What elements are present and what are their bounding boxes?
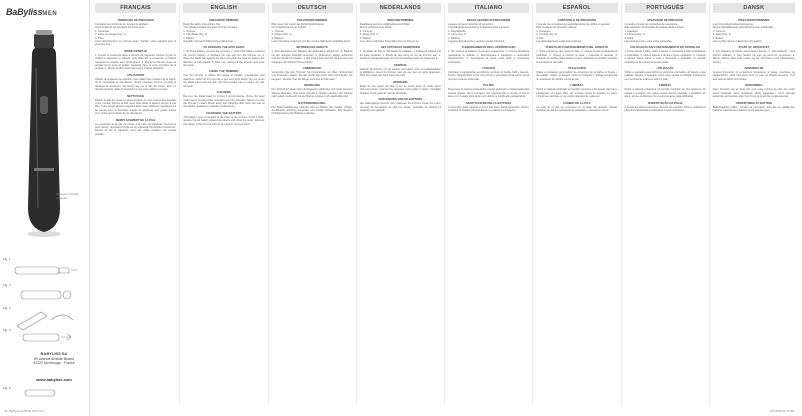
language-header: DANSK bbox=[713, 3, 795, 13]
list-item: 3. Batteri bbox=[712, 36, 724, 40]
figure-label: Fig. 2 bbox=[3, 283, 11, 287]
section-heading: REINIGUNG bbox=[304, 83, 321, 88]
list-item: 1. Cortapelo bbox=[536, 29, 551, 33]
section-heading: CHANGING THE BATTERY bbox=[206, 110, 242, 115]
section-heading: REMPLACEMENT DE LA PILE bbox=[115, 117, 156, 122]
section-heading: MODE D’EMPLOI bbox=[124, 48, 147, 53]
paragraph: Bitte lesen Sie zuerst die Sicherheitshinweise. bbox=[271, 23, 325, 26]
column-da bbox=[710, 3, 798, 405]
paragraph: Verwenden Sie den Trimmer zum Konturieren von Bart, Schnurrbart und Koteletten. Halten Sie das Gerät wie einen Stift und arbeiten Sie langsam. Drücken Sie die Klinge nicht fest auf die Haut. bbox=[271, 71, 353, 81]
paragraph: Consulte primeiro as instruções de segurança. bbox=[624, 23, 678, 26]
print-file-info: V1_Babyliss-E2B2E_06.indd 1 bbox=[4, 409, 45, 413]
paragraph: 1. Para colocar a pilha, retire a tampa. 2. Introduza a pilha respeitando a polaridade. 3. Volte a colocar a tampa e ligue o aparelho. 4. Coloque a lâmina plana sobre a pele e desloque o aparador no sentido contrário ao do crescimento dos pelos. bbox=[624, 50, 706, 64]
section-heading: HET APPARAAT GEBRUIKEN bbox=[380, 45, 420, 50]
paragraph: Este aparador de precisão de cabeça dupla contém: bbox=[624, 26, 685, 30]
paragraph: 1. Per inserire la batteria, rimuovere il cappuccio. 2. Inserire la batteria rispettando la polarità. 3. Riposizionare il cappuccio e accendere l’apparecchio. 4. Appoggiare la lama sulla pelle e procedere contropelo. bbox=[448, 50, 530, 64]
paragraph: Anvend trimmeren til at definere konturerne af skæg, overskæg og bakkenbarter. Hold trimmeren som en pen og arbejd langsomt. Tryk ikke skæret hårdt mod huden. bbox=[712, 71, 795, 81]
paragraph: Fjern hovedet ved at dreje det mod urets retning og skyl det under varmt rindende vand. Nedsænk aldrig apparatet i vand. Rengør skærene med børsten efter hver brug og smør dem regelmæssigt. bbox=[712, 88, 795, 99]
paragraph: This double-headed precision trimmer contains: bbox=[183, 26, 238, 30]
list-item: 1. Trimmer bbox=[271, 29, 284, 33]
paragraph: Read the safety instructions first. bbox=[183, 23, 221, 26]
paragraph: Leggere attentamente e seguire queste istruzioni. bbox=[448, 40, 505, 44]
paragraph: Lisez attentivement ce manuel avant d’utiliser votre appareil pour la première fois. bbox=[95, 40, 177, 47]
trimmer-blade bbox=[36, 30, 52, 35]
paragraph: Leia atentamente e siga estas instruções. bbox=[624, 40, 673, 44]
paragraph: Deze precisietrimmer bevat: bbox=[359, 26, 393, 30]
section-heading: BATTERIEWECHSEL bbox=[298, 100, 326, 105]
language-columns bbox=[92, 3, 798, 405]
paragraph: Consulte las consignas de seguridad antes de utilizar el aparato. bbox=[536, 23, 611, 26]
paragraph: Retire a cabeça rodando-a no sentido contrário ao dos ponteiros do relógio e enxagúe com água morna. Nunca mergulhe o aparelho em água. Limpe as lâminas com a escova após cada utilização. bbox=[624, 88, 706, 99]
brand-suffix: MEN bbox=[42, 11, 58, 17]
list-item: 2. Klinge (Abb. 1) bbox=[271, 33, 292, 37]
list-item: 1. Aparador bbox=[624, 29, 638, 33]
paragraph: 1. To fit the battery, remove the end cap. 2. Insert the battery ensuring the correct polarity. 3. Replace the cap and turn the trimmer on. 4. Place the blade flat against the skin and guide the trimmer against the direction of hair growth. 5. After use, switch off the trimmer and rinse the head. bbox=[183, 50, 265, 68]
paragraph: Lesen Sie diese Anleitung vor dem ersten Gebrauch sorgfältig durch. bbox=[271, 40, 351, 44]
section-heading: CAMBIO DE LA PILA bbox=[563, 100, 591, 105]
section-title: CORTAPELO DE PRECISIÓN bbox=[557, 18, 596, 22]
paragraph: Le couvercle de la pile se trouve à la base de l’appareil. Tournez-le pour l’ouvrir, remplacez la pile AA en respectant la polarité et refermez. Retirez la pile si l’appareil n’est pas utilisé pendant une longue période. bbox=[95, 122, 177, 136]
paragraph: La tapa de la pila se encuentra en la base del aparato. Ábrala, sustituya la pila AA respetando la polaridad y ciérrela de nuevo. bbox=[536, 105, 618, 112]
language-header: ESPAÑOL bbox=[536, 3, 617, 13]
paragraph: 1. Verwijder de dop om de batterij te plaatsen. 2. Plaats de batterij met de juiste polariteit. 3. Plaats de dop terug en zet de trimmer aan. 4. Houd het mesje plat tegen de huid en beweeg tegen de haargroei in. bbox=[359, 50, 441, 61]
list-item: 1. Trimmer bbox=[359, 29, 373, 33]
trimmer-head bbox=[34, 34, 54, 48]
section-heading: SOSTITUZIONE DELLA BATTERIA bbox=[465, 100, 512, 105]
section-title: REGOLABARBA DI PRECISIONE bbox=[466, 18, 511, 22]
paragraph: Este cortapelo de precisión incluye: bbox=[536, 26, 578, 30]
language-header: DEUTSCH bbox=[272, 3, 353, 13]
section-title: APARADOR DE PRECISÃO bbox=[647, 18, 684, 22]
paragraph: Læs og følg denne vejledning omhyggeligt. bbox=[712, 40, 763, 44]
list-item: 3. Pila bbox=[536, 36, 544, 40]
list-item: 3. Pilha bbox=[624, 36, 634, 40]
figure-5 bbox=[3, 386, 88, 406]
paragraph: 1. Ouvrez le couvercle situé à l’arrière de l’appareil. Insérez la pile en veillant à respecter la polarité, puis refermez le couvercle. 2. Mettez l’appareil en marche avec l’interrupteur. 3. Placez la tête de coupe au contact de la peau et guidez l’appareil dans le sens contraire de la pousse. 4. Rincez la tête sous l’eau après chaque utilisation. bbox=[95, 53, 177, 71]
trimmer-illustration bbox=[14, 28, 84, 258]
section-heading: USING THE TRIMMER bbox=[209, 69, 239, 74]
paragraph: Lea detenidamente estas instrucciones. bbox=[536, 40, 582, 44]
list-item: 2. Mesje (Fig. 1) bbox=[359, 33, 379, 37]
figure-label: Fig. 5 bbox=[3, 386, 11, 390]
trimmer-logo-band bbox=[34, 168, 54, 171]
paragraph: Die Batterieabdeckung befindet sich am Boden des Geräts. Öffnen, AA-Batterie polrichtig einsetzen und wieder schließen. Bei längerer Nichtbenutzung die Batterie entfernen. bbox=[271, 105, 353, 116]
section-heading: ANVENDELSE bbox=[744, 66, 764, 71]
column-en bbox=[180, 3, 268, 405]
column-pt bbox=[622, 3, 710, 405]
list-item: 1. Regolabarba bbox=[448, 29, 466, 33]
section-title: TONDEUSE DE PRÉCISION bbox=[117, 18, 154, 22]
list-item: 1. Trimmer bbox=[712, 29, 726, 33]
section-heading: REINIGING bbox=[393, 79, 408, 84]
product-panel bbox=[0, 0, 90, 416]
product-caption: Remove to Flush Cleanse bbox=[56, 192, 79, 200]
list-item: 3. Battery bbox=[183, 36, 195, 40]
figure-label: Fig. 3 bbox=[3, 306, 11, 310]
section-heading: UTILISATION bbox=[126, 72, 145, 77]
section-heading: VERVANGING VAN DE BATTERIJ bbox=[378, 97, 423, 102]
section-heading: CLEANING bbox=[216, 90, 232, 95]
figure-4-drawing bbox=[11, 328, 81, 352]
section-heading: LIMPEZA bbox=[658, 83, 672, 88]
section-heading: UDSKIFTNING AF BATTERI bbox=[735, 100, 772, 105]
section-heading: START AF APPARATET bbox=[738, 45, 770, 50]
section-heading: UTILIZZO bbox=[482, 66, 495, 71]
company-name: BABYLISS SA bbox=[40, 351, 68, 356]
figure-label: Fig. 1 bbox=[3, 257, 11, 261]
section-title: PRÆCISIONSTRIMMER bbox=[738, 18, 770, 22]
list-item: 3. Piles bbox=[95, 36, 104, 40]
address-line: 99 avenue Aristide Briand bbox=[34, 356, 74, 361]
paragraph: Denne dobbelthovede præcisionstrimmer indeholder: bbox=[712, 26, 774, 30]
list-item: 2. Skær (Fig. 1) bbox=[712, 33, 731, 37]
paragraph: A tampa da pilha encontra-se na base do aparelho. Abra-a, substitua a pilha AA respeitando a polaridade e volte a fechá-la. bbox=[624, 105, 706, 112]
list-item: 3. Batteria bbox=[448, 36, 460, 40]
paragraph: Utilizzare il regolabarba per definire i contorni di barba, baffi e basette. Tenere l’apparecchio come una penna e procedere lentamente senza premere la lama sulla pelle. bbox=[448, 71, 530, 81]
column-fr bbox=[92, 3, 180, 405]
list-item: 1. Tondeuse bbox=[95, 29, 110, 33]
section-heading: LIMPIEZA bbox=[570, 83, 584, 88]
section-heading: TO OPERATE THE APPLIANCE bbox=[203, 45, 245, 50]
paragraph: Der Präzisionstrimmer enthält: bbox=[271, 26, 307, 30]
paragraph: Votre tondeuse de précision est livrée avec : bbox=[95, 26, 146, 30]
list-item: 2. Cap Blade (Fig. 1) bbox=[183, 33, 208, 37]
paragraph: Remove the blade head by turning it anti-clockwise. Rinse the head under warm running water and allow it to dry naturally. Never immerse the trimmer in water. Brush away hair clippings after each use and oil the blades regularly to maintain performance. bbox=[183, 95, 265, 109]
list-item: 2. Cuchilla (Fig. 1) bbox=[536, 33, 558, 37]
paragraph: Den Scherkopf gegen den Uhrzeigersinn abdrehen und unter warmem Wasser abspülen. Das Gerät niemals in Wasser tauchen. Die Klingen nach jedem Gebrauch mit der Bürste reinigen und regelmäßig ölen. bbox=[271, 88, 353, 99]
language-header: ITALIANO bbox=[448, 3, 529, 13]
list-item: 2. Lâmina (Fig. 1) bbox=[624, 33, 645, 37]
column-nl bbox=[357, 3, 445, 405]
column-it bbox=[445, 3, 533, 405]
section-heading: COLOCAÇÃO EM FUNCIONAMENTO DO APARELHO bbox=[630, 45, 701, 50]
paragraph: Batteridækslet sidder i bunden af trimmeren. Drej det op, udskift AA-batteriet med korrekt polaritet og luk dækslet igen. bbox=[712, 105, 795, 112]
company-address bbox=[22, 352, 86, 366]
section-heading: PUESTA EN FUNCIONAMIENTO DEL APARATO bbox=[545, 45, 609, 50]
brand-logo bbox=[6, 7, 86, 19]
paragraph: Use the trimmer to define the edges of beards, moustaches and sideburns. Hold the trimmer like a pen and work slowly. Do not press the blade hard onto the skin. For best results use on clean, dry hair and skin. bbox=[183, 74, 265, 88]
address-line: 92120 Montrouge - France bbox=[33, 361, 75, 365]
paragraph: Utilisez la tondeuse de précision pour définir les contours de la barbe, de la moustache et des favoris. Tenez l’appareil comme un stylo et déplacez-le lentement. Ne forcez pas sur la tête de coupe. Pour un résultat optimal, utilisez l’appareil sur une peau sèche et propre. bbox=[95, 77, 177, 92]
section-heading: UTILIZAÇÃO bbox=[656, 66, 674, 71]
language-header: ENGLISH bbox=[183, 3, 264, 13]
section-heading: PULIZIA bbox=[483, 83, 495, 88]
section-heading: ANWENDUNG bbox=[302, 66, 322, 71]
paragraph: Draai de kop tegen de klok in los en spoel deze af onder warm stromend water. Dompel het apparaat nooit onder in water. Verwijder haartjes na elk gebruik met het borsteltje. bbox=[359, 84, 441, 95]
brand-name: BaByliss bbox=[6, 7, 43, 17]
section-heading: GEBRUIK bbox=[393, 62, 407, 67]
trimmer-switch bbox=[40, 96, 48, 114]
list-item: 1. Trimmer bbox=[183, 29, 196, 33]
print-timestamp: 04/10/18 11:27:58 bbox=[770, 409, 794, 413]
language-header: FRANÇAIS bbox=[95, 3, 176, 13]
list-item: 2. Lame de rasage (Fig. 1) bbox=[95, 33, 126, 37]
section-heading: RENGØRING bbox=[745, 83, 763, 88]
paragraph: Il coperchio della batteria si trova alla base dell’apparecchio. Aprirlo, sostituire la batteria AA rispettando la polarità e richiuderlo. bbox=[448, 105, 530, 112]
paragraph: Consultez ces schémas en ouvrant le dépliant. bbox=[95, 23, 149, 26]
figure-5-drawing bbox=[11, 386, 81, 404]
paragraph: Raadpleeg eerst de veiligheidsvoorschriften. bbox=[359, 23, 411, 26]
list-item: 3. Batterie bbox=[271, 36, 284, 40]
figure-1-drawing bbox=[11, 257, 81, 285]
paragraph: Lees deze instructies zorgvuldig door en volg ze op. bbox=[359, 40, 420, 44]
paragraph: 1. Zum Einsetzen der Batterie die Abdeckung abnehmen. 2. Batterie mit der richtigen Polarität einsetzen. 3. Abdeckung wieder aufsetzen und das Gerät einschalten. 4. Die Klinge flach auf die Haut setzen und entgegen der Wuchsrichtung führen. bbox=[271, 50, 353, 64]
list-item: 2. Lama (Fig. 1) bbox=[448, 33, 467, 37]
paragraph: The battery cover is located at the base of the trimmer. Twist it open, replace the AA battery observing polarity and close the cover. Remove the battery if the trimmer will not be used for a long period. bbox=[183, 115, 265, 126]
paragraph: 1. Para colocar la pila, retire la tapa. 2. Inserte la pila respetando la polaridad. 3. Vuelva a colocar la tapa y encienda el aparato. 4. Coloque la cuchilla plana sobre la piel y deslícela en sentido contrario al crecimiento del vello. bbox=[536, 50, 618, 64]
section-heading: UTILIZACIÓN bbox=[568, 66, 586, 71]
section-title: PRECISION TRIMMER bbox=[209, 18, 239, 22]
section-heading: BETRIEB DES GERÄTS bbox=[296, 45, 328, 50]
trimmer-body bbox=[28, 46, 60, 232]
section-heading: SUBSTITUIÇÃO DA PILHA bbox=[647, 100, 683, 105]
section-heading: FUNZIONAMENTO DELL’APPARECCHIO bbox=[461, 45, 516, 50]
paragraph: 1. For isætning af batteri skal hætten fjernes. 2. Sæt batteriet i med korrekt polaritet. 3. Sæt hætten på igen og tænd for trimmeren. 4. Placer skæret fladt mod huden og før trimmeren mod hårvækstens retning. bbox=[712, 50, 795, 64]
paragraph: Retire el cabezal girándolo en sentido contrario a las agujas del reloj y enjuáguelo con agua tibia. No sumerja nunca el aparato en agua. Limpie las cuchillas con el cepillo después de cada uso. bbox=[536, 88, 618, 99]
section-title: PRÄZISIONSTRIMMER bbox=[297, 18, 328, 22]
section-heading: NETTOYAGE bbox=[127, 93, 145, 98]
section-title: PRECISIETRIMMER bbox=[387, 18, 414, 22]
paragraph: Utilice el cortapelo para definir los contornos de la barba, el bigote y las patillas. Sujete el aparato como un bolígrafo y trabaje lentamente sin presionar la cuchilla contra la piel. bbox=[536, 71, 618, 81]
column-es bbox=[533, 3, 621, 405]
list-item: 3. Batterij bbox=[359, 36, 371, 40]
language-header: PORTUGUÊS bbox=[625, 3, 706, 13]
paragraph: Rimuovere la testina ruotandola in senso antiorario e sciacquarla sotto l’acqua tiepida. Non immergere mai l’apparecchio in acqua. Pulire le lame con lo spazzolino dopo ogni utilizzo e lubrificarle regolarmente. bbox=[448, 88, 530, 99]
paragraph: Il regolabarba di precisione a doppia testina contiene: bbox=[448, 26, 510, 30]
language-header: NEDERLANDS bbox=[360, 3, 441, 13]
paragraph: Gebruik de trimmer om de randen van baard, snor en bakkebaarden te definiëren. Houd de trimmer vast als een pen en werk langzaam. Druk het mesje niet hard tegen de huid. bbox=[359, 67, 441, 78]
paragraph: Læs først sikkerhedsanvisningerne. bbox=[712, 23, 754, 26]
paragraph: Carefully read and follow these instructions. bbox=[183, 40, 234, 44]
figure-label: Fig. 4 bbox=[3, 328, 11, 332]
paragraph: Retirez la tête de coupe en tournant dans le sens inverse des aiguilles d’une montre. Rincez la tête sous l’eau tiède et laissez sécher à l’air libre. N’immergez jamais l’appareil dans l’eau. Nettoyez régulièrement les lames avec la brossette fournie et appliquez une goutte d’huile pour prolonger la durée de vie des lames. bbox=[95, 98, 177, 116]
paragraph: Utilize o aparador para definir os contornos da barba, do bigode e das patilhas. Segure o aparelho como uma caneta e trabalhe lentamente sem pressionar a lâmina sobre a pele. bbox=[624, 71, 706, 81]
paragraph: Het batterijklepje bevindt zich onderaan de trimmer. Draai het open, vervang de AA-batterij en sluit het klepje. Verwijder de batterij bij langdurig niet-gebruik. bbox=[359, 102, 441, 112]
column-de bbox=[269, 3, 357, 405]
paragraph: Leggere prima le istruzioni di sicurezza. bbox=[448, 23, 494, 26]
website-link[interactable]: www.babyliss.com bbox=[36, 377, 72, 382]
